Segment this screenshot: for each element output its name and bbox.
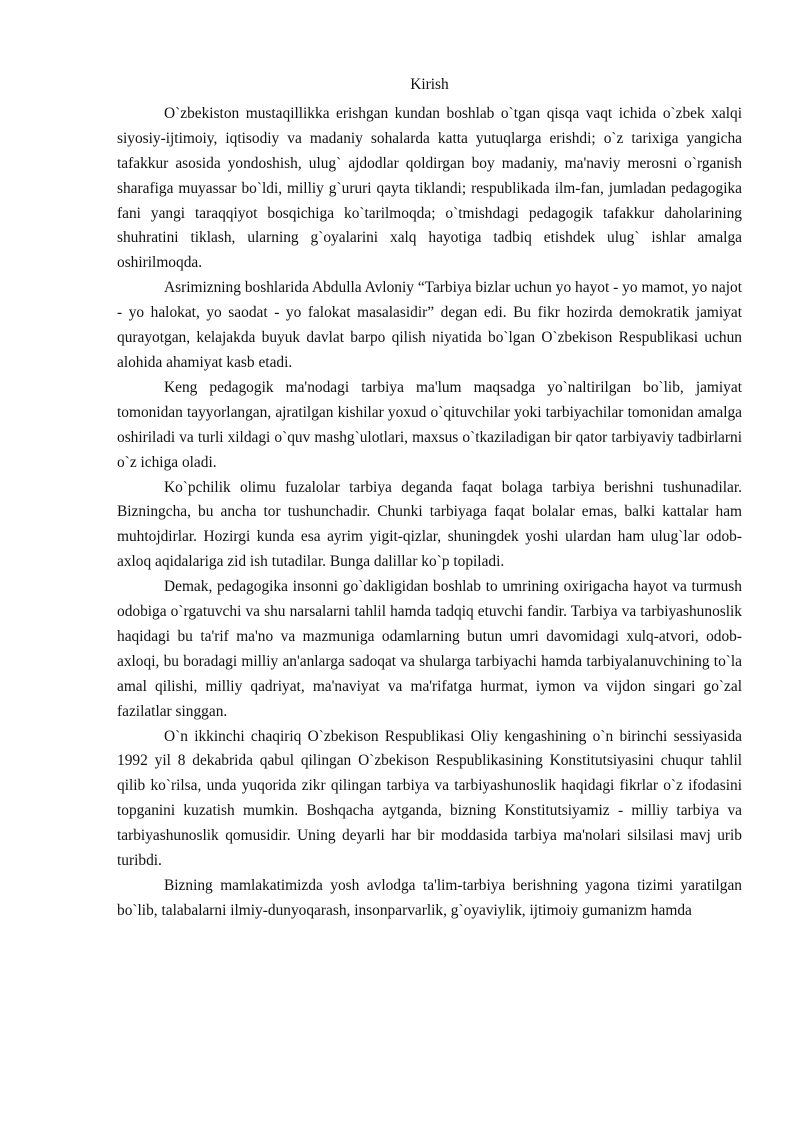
paragraph-7: Bizning mamlakatimizda yosh avlodga ta'lim-tarbiya berishning yagona tizimi yaratilgan bo`lib, talabalarni ilmiy-dunyoqarash, insonparvarlik, g`oyaviylik, ijtimoiy gumanizm hamda [117, 877, 742, 919]
page-title: Kirish [410, 76, 449, 93]
paragraph-6: O`n ikkinchi chaqiriq O`zbekison Respublikasi Oliy kengashining o`n birinchi sessiyasida 1992 yil 8 dekabrida qabul qilingan O`zbekison Respublikasining Konstitutsiyasini chuqur tahlil qilib ko`rilsa, unda yuqorida zikr qilingan tarbiya va tarbiyashunoslik haqidagi fikrlar o`z ifodasini topganini kuzatish mumkin. Boshqacha aytganda, bizning Konstitutsiyamiz - milliy tarbiya va tarbiyashunoslik qomusidir. Uning deyarli har bir moddasida tarbiya ma'nolari silsilasi mavj urib turibdi. [117, 727, 742, 870]
document-page [117, 73, 742, 924]
paragraph-3: Keng pedagogik ma'nodagi tarbiya ma'lum maqsadga yo`naltirilgan bo`lib, jamiyat tomonidan tayyorlangan, ajratilgan kishilar yoxud o`qituvchilar yoki tarbiyachilar tomonidan amalga oshiriladi va turli xildagi o`quv mashg`ulotlari, maxsus o`tkaziladigan bir qator tarbiyaviy tadbirlarni o`z ichiga oladi. [117, 378, 742, 471]
paragraph-4: Ko`pchilik olimu fuzalolar tarbiya deganda faqat bolaga tarbiya berishni tushunadilar. Bizningcha, bu ancha tor tushunchadir. Chunki tarbiyaga faqat bolalar emas, balki kattalar ham muhtojdirlar. Hozirgi kunda esa ayrim yigit-qizlar, shuningdek yoshi ulardan ham ulug`lar odob-axloq aqidalariga zid ish tutadilar. Bunga dalillar ko`p topiladi. [117, 478, 742, 571]
paragraph-1: O`zbekiston mustaqillikka erishgan kundan boshlab o`tgan qisqa vaqt ichida o`zbek xalqi siyosiy-ijtimoiy, iqtisodiy va madaniy sohalarda katta yutuqlarga erishdi; o`z tarixiga yangicha tafakkur asosida yondoshish, ulug` ajdodlar qoldirgan boy madaniy, ma'naviy merosni o`rganish sharafiga muyassar bo`ldi, milliy g`ururi qayta tiklandi; respublikada ilm-fan, jumladan pedagogika fani yangi taraqqiyot bosqichiga ko`tarilmoqda; o`tmishdagi pedagogik tafakkur daholarining shuhratini tiklash, ularning g`oyalarini xalq hayotiga tadbiq etishdek ulug` ishlar amalga oshirilmoqda. [117, 104, 742, 272]
paragraph-2: Asrimizning boshlarida Abdulla Avloniy “Tarbiya bizlar uchun yo hayot - yo mamot, yo najot - yo halokat, yo saodat - yo falokat masalasidir” degan edi. Bu fikr hozirda demokratik jamiyat qurayotgan, kelajakda buyuk davlat barpo qilish niyatida bo`lgan O`zbekison Respublikasi uchun alohida ahamiyat kasb etadi. [117, 279, 742, 371]
paragraph-5: Demak, pedagogika insonni go`dakligidan boshlab to umrining oxirigacha hayot va turmush odobiga o`rgatuvchi va shu narsalarni tahlil hamda tadqiq etuvchi fandir. Tarbiya va tarbiyashunoslik haqidagi bu ta'rif ma'no va mazmuniga odamlarning butun umri davomidagi xulq-atvori, odob-axloqi, bu boradagi milliy an'anlarga sadoqat va shularga tarbiyachi hamda tarbiyalanuvchining to`la amal qilishi, milliy qadriyat, ma'naviyat va ma'rifatga hurmat, iymon va vijdon singari go`zal fazilatlar singgan. [117, 578, 742, 720]
